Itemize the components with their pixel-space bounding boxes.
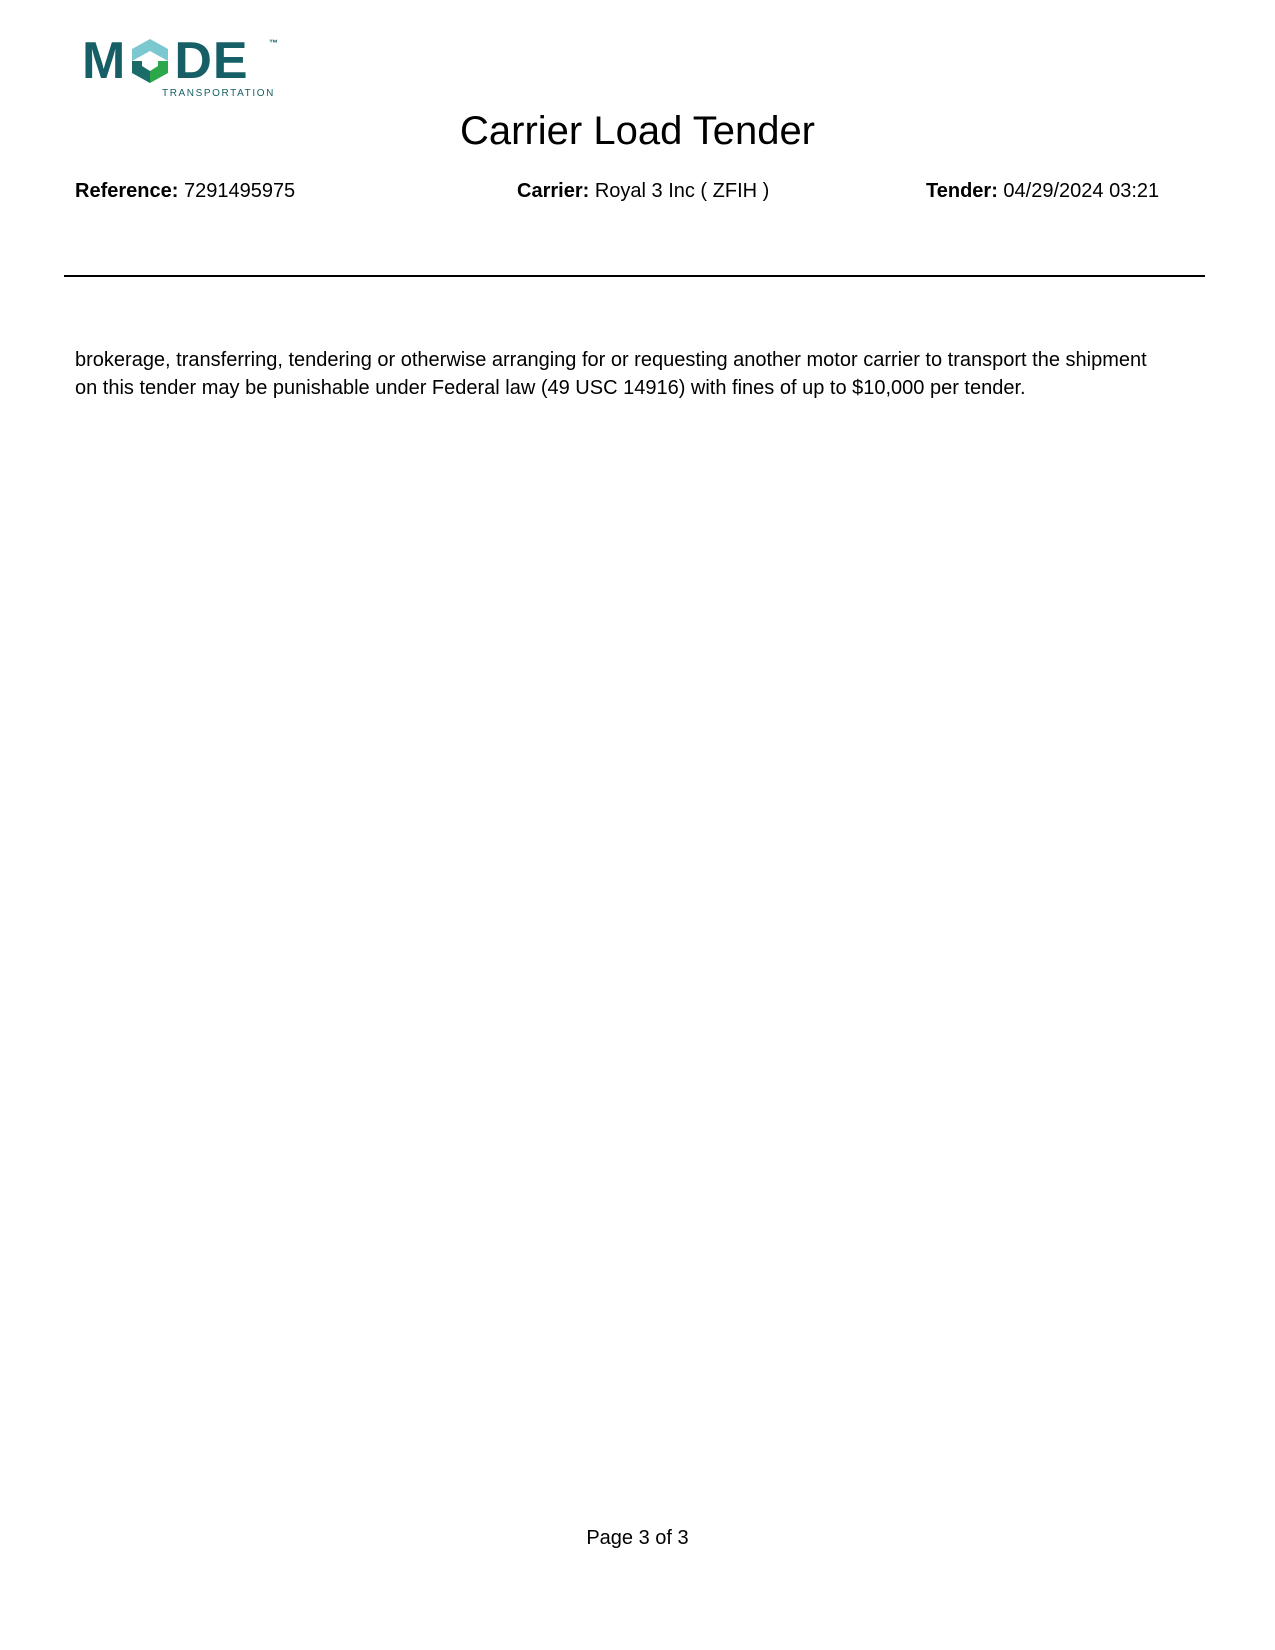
logo-ring-icon bbox=[128, 37, 172, 85]
logo-subtitle: TRANSPORTATION bbox=[162, 88, 275, 99]
logo-letters-de: DE bbox=[174, 32, 249, 90]
company-logo bbox=[82, 32, 292, 102]
tender-label: Tender: bbox=[926, 180, 998, 202]
logo-letter-m: M bbox=[82, 32, 127, 90]
terms-line-2: on this tender may be punishable under Federal law (49 USC 14916) with fines of up to $10,000 per tender. bbox=[75, 377, 1026, 399]
page-title: Carrier Load Tender bbox=[459, 109, 816, 153]
reference-label: Reference: bbox=[75, 180, 179, 202]
reference-field bbox=[75, 179, 295, 203]
terms-line-1: brokerage, transferring, tendering or otherwise arranging for or requesting another motor carrier to transport the shipment bbox=[75, 349, 1147, 371]
carrier-field bbox=[517, 179, 769, 203]
page-number: Page 3 of 3 bbox=[586, 1527, 689, 1549]
carrier-value: Royal 3 Inc ( ZFIH ) bbox=[594, 180, 770, 202]
tender-value: 04/29/2024 03:21 bbox=[1003, 180, 1160, 202]
reference-value: 7291495975 bbox=[183, 180, 296, 202]
logo-trademark: ™ bbox=[269, 38, 278, 48]
header-divider bbox=[64, 275, 1205, 277]
tender-field bbox=[926, 179, 1159, 203]
terms-paragraph bbox=[75, 346, 1205, 402]
logo-wordmark bbox=[82, 32, 249, 90]
carrier-label: Carrier: bbox=[517, 180, 590, 202]
